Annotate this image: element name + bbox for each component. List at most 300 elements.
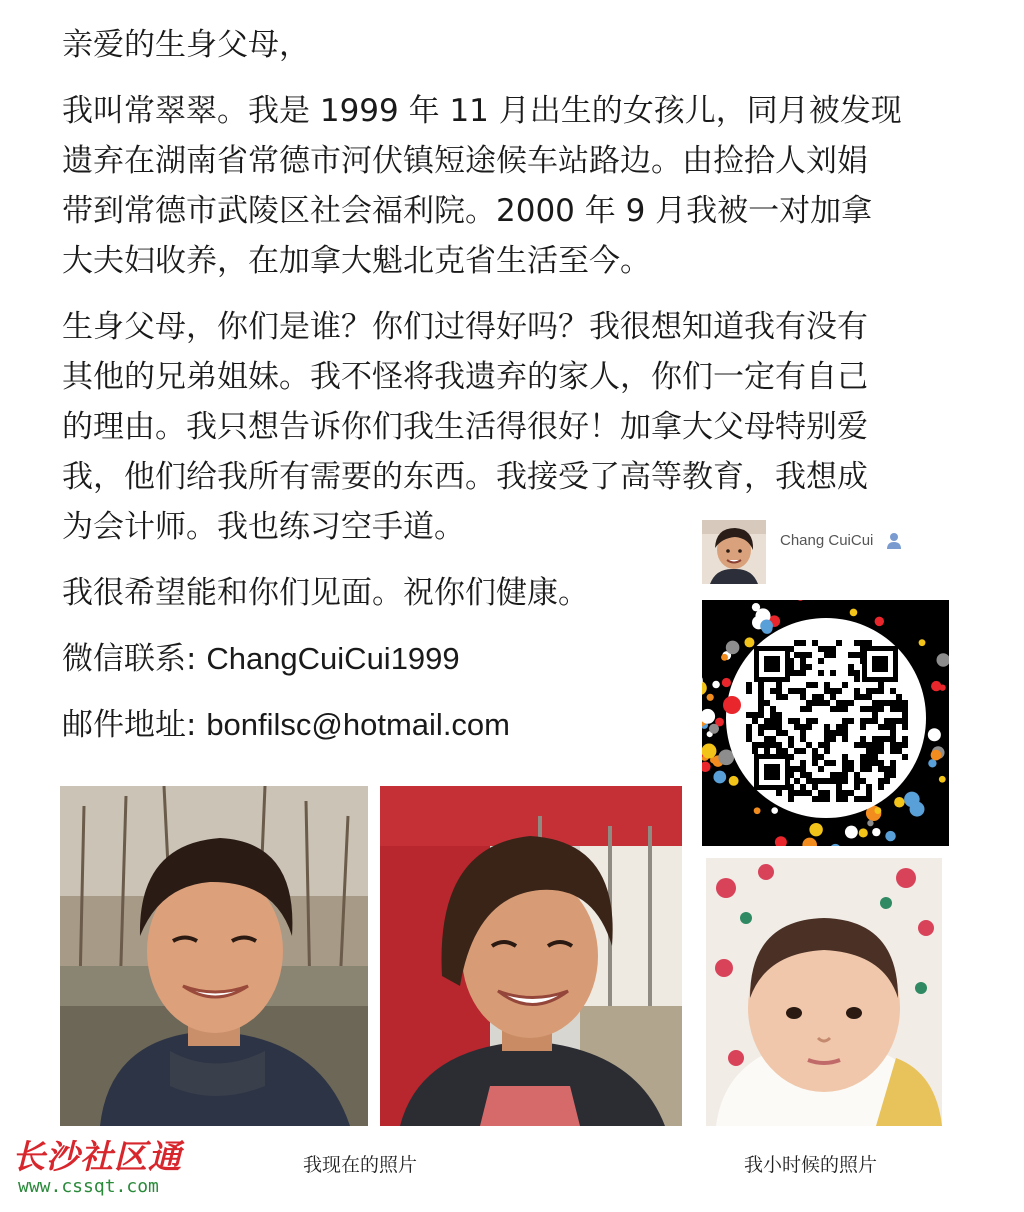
qr-module <box>842 706 848 712</box>
qr-module <box>776 694 782 700</box>
qr-module <box>878 736 884 742</box>
qr-module <box>896 694 902 700</box>
paragraph-line: 其他的兄弟姐妹。我不怪将我遗弃的家人，你们一定有自己 <box>62 359 868 395</box>
qr-module <box>800 694 806 700</box>
qr-module <box>806 778 812 784</box>
paragraph-line: 我叫常翠翠。我是 1999 年 11 月出生的女孩儿，同月被发现 <box>62 93 902 129</box>
qr-module <box>794 766 800 772</box>
qr-module <box>866 688 872 694</box>
qr-module <box>824 796 830 802</box>
qr-module <box>758 694 764 700</box>
qr-module <box>866 706 872 712</box>
qr-module <box>794 718 800 724</box>
qr-module <box>758 712 764 718</box>
qr-module <box>794 688 800 694</box>
qr-module <box>866 784 872 790</box>
qr-module <box>842 682 848 688</box>
qr-module <box>890 766 896 772</box>
qr-module <box>866 796 872 802</box>
qr-module <box>824 778 830 784</box>
person-icon <box>886 532 902 550</box>
qr-module <box>854 676 860 682</box>
qr-decor-dot <box>919 639 926 646</box>
qr-module <box>866 640 872 646</box>
paragraph-line: 带到常德市武陵区社会福利院。2000 年 9 月我被一对加拿 <box>62 193 873 229</box>
qr-module <box>848 664 854 670</box>
qr-module <box>872 718 878 724</box>
qr-module <box>818 796 824 802</box>
qr-module <box>836 790 842 796</box>
qr-module <box>824 736 830 742</box>
paragraph-line: 遗弃在湖南省常德市河伏镇短途候车站路边。由捡拾人刘娟 <box>62 143 868 179</box>
qr-module <box>800 724 806 730</box>
qr-module <box>752 712 758 718</box>
qr-module <box>872 736 878 742</box>
qr-module <box>824 742 830 748</box>
qr-module <box>854 742 860 748</box>
qr-module <box>800 730 806 736</box>
qr-module <box>878 778 884 784</box>
qr-module <box>872 754 878 760</box>
qr-module <box>794 790 800 796</box>
qr-module <box>872 712 878 718</box>
email-address[interactable]: bonfilsc@hotmail.com <box>206 707 511 742</box>
qr-module <box>878 766 884 772</box>
qr-module <box>830 772 836 778</box>
qr-module <box>800 736 806 742</box>
qr-module <box>812 694 818 700</box>
qr-module <box>806 724 812 730</box>
wechat-profile-card <box>700 518 950 588</box>
qr-decor-dot <box>867 820 873 826</box>
qr-module <box>872 742 878 748</box>
qr-module <box>842 760 848 766</box>
childhood-photo <box>706 858 942 1126</box>
qr-module <box>878 706 884 712</box>
qr-module <box>866 742 872 748</box>
qr-module <box>836 796 842 802</box>
qr-module <box>890 748 896 754</box>
qr-module <box>836 784 842 790</box>
qr-module <box>770 736 776 742</box>
qr-module <box>764 748 770 754</box>
qr-module <box>872 706 878 712</box>
qr-module <box>890 718 896 724</box>
qr-module <box>884 700 890 706</box>
qr-module <box>800 688 806 694</box>
qr-decor-dot <box>718 749 734 765</box>
qr-module <box>854 778 860 784</box>
paragraph-line: 大夫妇收养，在加拿大魁北克省生活至今。 <box>62 243 651 279</box>
letter-greeting: 亲爱的生身父母， <box>62 27 310 63</box>
qr-module <box>884 772 890 778</box>
qr-module <box>800 670 806 676</box>
qr-module <box>830 778 836 784</box>
qr-module <box>776 790 782 796</box>
qr-module <box>842 736 848 742</box>
qr-module <box>836 640 842 646</box>
qr-module <box>812 784 818 790</box>
qr-module <box>788 688 794 694</box>
qr-module <box>884 724 890 730</box>
qr-module <box>794 652 800 658</box>
qr-module <box>872 748 878 754</box>
qr-module <box>746 724 752 730</box>
wechat-id[interactable]: ChangCuiCui1999 <box>206 641 460 676</box>
qr-module <box>836 700 842 706</box>
qr-module <box>818 658 824 664</box>
qr-decor-dot <box>729 776 739 786</box>
qr-decor-dot <box>850 609 858 617</box>
qr-decor-dot <box>931 750 942 761</box>
qr-module <box>818 670 824 676</box>
qr-module <box>812 760 818 766</box>
qr-module <box>830 760 836 766</box>
qr-module <box>758 706 764 712</box>
qr-module <box>800 772 806 778</box>
qr-module <box>800 652 806 658</box>
qr-decor-dot <box>910 802 925 817</box>
qr-module <box>764 742 770 748</box>
qr-module <box>824 790 830 796</box>
qr-code-graphic <box>702 600 949 846</box>
site-watermark <box>12 1138 182 1198</box>
qr-module <box>890 772 896 778</box>
qr-module <box>902 706 908 712</box>
qr-decor-dot <box>928 728 941 741</box>
qr-module <box>800 640 806 646</box>
qr-module <box>860 694 866 700</box>
qr-decor-dot <box>872 828 880 836</box>
qr-module <box>866 694 872 700</box>
qr-module <box>872 700 878 706</box>
qr-module <box>860 706 866 712</box>
qr-module <box>854 652 860 658</box>
qr-module <box>842 790 848 796</box>
qr-module <box>866 790 872 796</box>
qr-module <box>884 778 890 784</box>
qr-module <box>830 694 836 700</box>
qr-decor-dot <box>726 641 740 655</box>
qr-module <box>758 700 764 706</box>
qr-module <box>770 706 776 712</box>
qr-module <box>824 646 830 652</box>
qr-module <box>896 748 902 754</box>
qr-module <box>758 730 764 736</box>
qr-module <box>866 766 872 772</box>
qr-module <box>830 670 836 676</box>
qr-module <box>776 742 782 748</box>
qr-module <box>890 724 896 730</box>
qr-decor-dot <box>712 681 720 689</box>
qr-module <box>842 754 848 760</box>
qr-decor-dot <box>702 744 716 759</box>
qr-module <box>746 712 752 718</box>
qr-module <box>806 664 812 670</box>
qr-module <box>794 640 800 646</box>
qr-decor-dot <box>939 685 945 691</box>
watermark-url: www.cssqt.com <box>18 1176 159 1197</box>
qr-module <box>764 718 770 724</box>
qr-module <box>770 742 776 748</box>
qr-module <box>830 652 836 658</box>
qr-module <box>848 766 854 772</box>
childhood-photo-caption: 我小时候的照片 <box>744 1154 878 1176</box>
qr-module <box>782 730 788 736</box>
qr-module <box>878 760 884 766</box>
qr-module <box>776 712 782 718</box>
qr-decor-dot <box>707 694 714 701</box>
qr-module <box>860 742 866 748</box>
qr-decor-dot <box>894 797 905 808</box>
qr-module <box>890 736 896 742</box>
qr-module <box>824 730 830 736</box>
qr-module <box>836 724 842 730</box>
qr-module <box>830 646 836 652</box>
qr-decor-dot <box>709 724 719 734</box>
qr-module <box>800 706 806 712</box>
qr-module <box>836 778 842 784</box>
qr-module <box>818 790 824 796</box>
qr-module <box>842 700 848 706</box>
qr-decor-dot <box>859 828 868 837</box>
watermark-brand: 长沙社区通 <box>12 1137 182 1176</box>
qr-module <box>884 736 890 742</box>
qr-module <box>776 718 782 724</box>
qr-decor-dot <box>721 654 728 661</box>
qr-decor-dot <box>754 807 761 814</box>
qr-module <box>902 700 908 706</box>
qr-module <box>788 742 794 748</box>
qr-module <box>776 730 782 736</box>
qr-module <box>800 664 806 670</box>
qr-module <box>818 754 824 760</box>
qr-module <box>896 706 902 712</box>
qr-module <box>836 730 842 736</box>
qr-module <box>860 754 866 760</box>
qr-decor-dot <box>809 823 822 836</box>
qr-module <box>746 730 752 736</box>
qr-module <box>830 706 836 712</box>
qr-module <box>800 766 806 772</box>
qr-module <box>848 790 854 796</box>
qr-module <box>770 712 776 718</box>
qr-module <box>836 706 842 712</box>
qr-module <box>788 796 794 802</box>
qr-module <box>806 700 812 706</box>
qr-module <box>854 796 860 802</box>
qr-module <box>824 688 830 694</box>
qr-module <box>806 706 812 712</box>
qr-decor-dot <box>760 619 773 632</box>
qr-module <box>866 718 872 724</box>
qr-module <box>824 682 830 688</box>
qr-module <box>878 688 884 694</box>
qr-decor-dot <box>939 776 946 783</box>
qr-module <box>890 700 896 706</box>
paragraph-line: 生身父母，你们是谁？你们过得好吗？我很想知道我有没有 <box>62 309 868 345</box>
qr-module <box>818 766 824 772</box>
qr-module <box>890 688 896 694</box>
qr-module <box>824 748 830 754</box>
qr-module <box>860 718 866 724</box>
qr-module <box>800 784 806 790</box>
qr-module <box>842 724 848 730</box>
qr-module <box>854 772 860 778</box>
qr-module <box>878 748 884 754</box>
qr-module <box>812 700 818 706</box>
qr-module <box>752 748 758 754</box>
qr-module <box>812 796 818 802</box>
qr-module <box>806 682 812 688</box>
profile-avatar <box>702 520 766 584</box>
qr-module <box>902 718 908 724</box>
wechat-qr-code[interactable] <box>702 600 949 846</box>
qr-module <box>854 670 860 676</box>
qr-module <box>860 640 866 646</box>
qr-module <box>812 778 818 784</box>
qr-module <box>764 724 770 730</box>
current-photo-caption: 我现在的照片 <box>303 1154 418 1176</box>
qr-module <box>812 748 818 754</box>
qr-module <box>764 736 770 742</box>
qr-module <box>788 790 794 796</box>
qr-module <box>776 682 782 688</box>
qr-module <box>872 688 878 694</box>
qr-module <box>836 688 842 694</box>
qr-module <box>758 688 764 694</box>
qr-module <box>794 778 800 784</box>
qr-module <box>884 718 890 724</box>
qr-module <box>776 748 782 754</box>
wechat-label: 微信联系: <box>62 641 207 677</box>
qr-module <box>782 694 788 700</box>
qr-module <box>818 778 824 784</box>
qr-module <box>812 682 818 688</box>
qr-module <box>806 742 812 748</box>
qr-module <box>758 724 764 730</box>
qr-module <box>830 736 836 742</box>
qr-module <box>824 700 830 706</box>
qr-module <box>788 718 794 724</box>
qr-module <box>896 700 902 706</box>
qr-module <box>800 658 806 664</box>
qr-decor-dot <box>713 771 726 784</box>
qr-module <box>884 766 890 772</box>
letter-paragraph-1 <box>62 86 942 286</box>
qr-module <box>854 688 860 694</box>
qr-module <box>842 778 848 784</box>
qr-module <box>794 670 800 676</box>
qr-module <box>812 718 818 724</box>
qr-module <box>842 766 848 772</box>
qr-module <box>842 796 848 802</box>
qr-module <box>770 688 776 694</box>
qr-module <box>866 760 872 766</box>
qr-module <box>872 760 878 766</box>
qr-module <box>848 652 854 658</box>
qr-module <box>860 736 866 742</box>
qr-module <box>902 712 908 718</box>
qr-module <box>764 700 770 706</box>
email-label: 邮件地址: <box>62 707 207 743</box>
qr-module <box>800 790 806 796</box>
qr-module <box>848 760 854 766</box>
qr-module <box>794 748 800 754</box>
qr-module <box>800 748 806 754</box>
qr-module <box>800 760 806 766</box>
qr-module <box>824 652 830 658</box>
qr-module <box>890 730 896 736</box>
qr-module <box>770 718 776 724</box>
qr-module <box>836 772 842 778</box>
qr-module <box>806 652 812 658</box>
qr-module <box>854 640 860 646</box>
qr-module <box>860 760 866 766</box>
qr-module <box>878 682 884 688</box>
qr-module <box>824 724 830 730</box>
qr-decor-dot <box>875 617 884 626</box>
paragraph-line: 为会计师。我也练习空手道。 <box>62 509 465 545</box>
qr-module <box>812 754 818 760</box>
profile-name: Chang CuiCui <box>780 532 874 549</box>
qr-module <box>848 718 854 724</box>
qr-decor-dot <box>744 637 754 647</box>
qr-module <box>788 736 794 742</box>
qr-decor-dot <box>722 678 731 687</box>
qr-module <box>842 730 848 736</box>
paragraph-line: 的理由。我只想告诉你们我生活得很好！加拿大父母特别爱 <box>62 409 868 445</box>
qr-module <box>818 700 824 706</box>
qr-module <box>878 724 884 730</box>
qr-module <box>812 640 818 646</box>
qr-module <box>818 742 824 748</box>
qr-module <box>848 700 854 706</box>
paragraph-line: 我，他们给我所有需要的东西。我接受了高等教育，我想成 <box>62 459 868 495</box>
qr-module <box>776 688 782 694</box>
qr-module <box>860 796 866 802</box>
qr-module <box>776 724 782 730</box>
qr-module <box>794 724 800 730</box>
qr-module <box>842 718 848 724</box>
qr-module <box>896 718 902 724</box>
qr-module <box>860 766 866 772</box>
qr-module <box>824 760 830 766</box>
qr-decor-dot <box>928 759 936 767</box>
qr-module <box>806 772 812 778</box>
qr-module <box>818 646 824 652</box>
qr-module <box>818 694 824 700</box>
qr-module <box>830 730 836 736</box>
qr-module <box>758 682 764 688</box>
current-photo-outdoor <box>60 786 368 1126</box>
qr-module <box>830 688 836 694</box>
qr-module <box>902 742 908 748</box>
qr-module <box>758 742 764 748</box>
qr-module <box>746 682 752 688</box>
qr-module <box>752 718 758 724</box>
qr-module <box>746 688 752 694</box>
qr-module <box>890 742 896 748</box>
qr-module <box>866 748 872 754</box>
qr-module <box>878 700 884 706</box>
qr-decor-dot <box>771 807 778 814</box>
qr-module <box>896 742 902 748</box>
qr-module <box>902 736 908 742</box>
letter-paragraph-3: 我很希望能和你们见面。祝你们健康。 <box>62 575 589 611</box>
qr-module <box>854 784 860 790</box>
qr-module <box>860 778 866 784</box>
